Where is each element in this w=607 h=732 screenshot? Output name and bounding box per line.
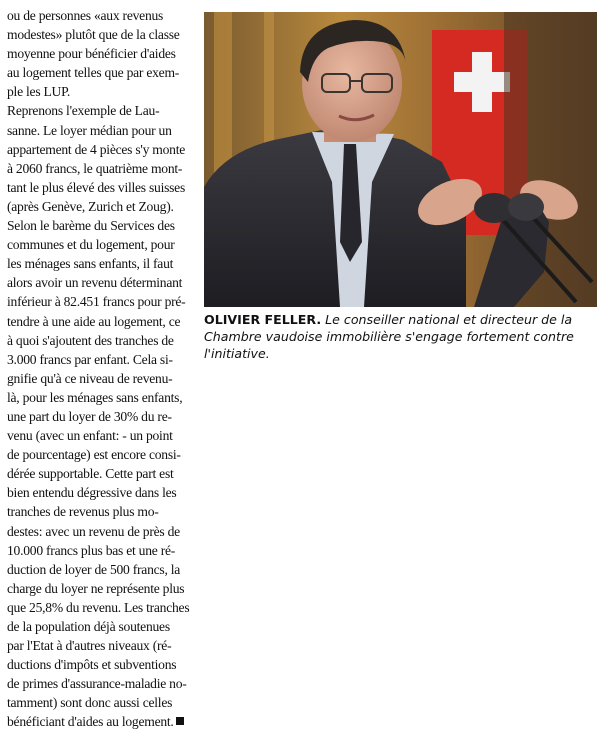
article-line: tamment) sont donc aussi celles <box>7 695 173 711</box>
photo-illustration <box>204 12 597 307</box>
article-line: Reprenons l'exemple de Lau- <box>7 103 160 119</box>
article-line: (après Genève, Zurich et Zoug). <box>7 198 174 214</box>
photo-caption <box>204 311 600 362</box>
article-line: tranches de revenus plus mo- <box>7 504 159 520</box>
microphone-icon <box>474 193 514 223</box>
article-line: là, pour les ménages sans enfants, <box>7 389 183 405</box>
caption-name: OLIVIER FELLER. <box>204 312 322 327</box>
article-line: à quoi s'ajoutent des tranches de <box>7 332 174 348</box>
article-line: de primes d'assurance-maladie no- <box>7 676 187 692</box>
article-line: venu (avec un enfant: - un point <box>7 428 173 444</box>
article-line: Selon le barème du Services des <box>7 218 175 234</box>
article-line: modestes» plutôt que de la classe <box>7 27 180 43</box>
article-line: duction de loyer de 500 francs, la <box>7 561 181 577</box>
article-line: destes: avec un revenu de près de <box>7 523 180 539</box>
article-column <box>7 6 197 732</box>
end-of-article-square <box>176 717 184 725</box>
swiss-flag-cross <box>454 72 510 92</box>
article-line: une part du loyer de 30% du re- <box>7 408 172 424</box>
article-line: communes et du logement, pour <box>7 237 175 253</box>
article-line: charge du loyer ne représente plus <box>7 580 185 596</box>
article-line: de la population déjà soutenues <box>7 619 170 634</box>
article-line: 10.000 francs plus bas et une ré- <box>7 542 176 558</box>
article-line: moyenne pour bénéficier d'aides <box>7 46 176 62</box>
caption-text: Le conseiller national et directeur de la Chambre vaudoise immobilière s'engage fortement contre l'initiative. <box>204 312 574 361</box>
article-line: inférieur à 82.451 francs pour pré- <box>7 294 186 310</box>
article-line-last <box>7 712 197 731</box>
article-line: sanne. Le loyer médian pour un <box>7 122 172 138</box>
article-line: que 25,8% du revenu. Les tranches <box>7 599 190 615</box>
article-line: tant le plus élevé des villes suisses <box>7 179 186 195</box>
article-line: les ménages sans enfants, il faut <box>7 256 174 272</box>
article-line: à 2060 francs, le quatrième mont- <box>7 160 183 176</box>
article-line: 3.000 francs par enfant. Cela si- <box>7 351 173 367</box>
article-line: par l'Etat à d'autres niveaux (ré- <box>7 638 172 654</box>
article-line: de pourcentage) est encore consi- <box>7 447 181 463</box>
article-photo <box>204 12 597 307</box>
article-line: bien entendu dégressive dans les <box>7 485 177 501</box>
microphone-icon <box>508 193 544 221</box>
article-line: au logement telles que par exem- <box>7 65 180 81</box>
article-line: appartement de 4 pièces s'y monte <box>7 141 186 157</box>
article-line: ple les LUP. <box>7 84 71 100</box>
article-line: ou de personnes «aux revenus <box>7 8 164 23</box>
article-line: ductions d'impôts et subventions <box>7 657 177 673</box>
article-line: alors avoir un revenu déterminant <box>7 275 183 291</box>
article-line: tendre à une aide au logement, ce <box>7 313 181 329</box>
article-line: gnifie qu'à ce niveau de revenu- <box>7 370 173 386</box>
article-line-last-text: bénéficiant d'aides au logement. <box>7 714 174 730</box>
article-line: dérée supportable. Cette part est <box>7 466 174 482</box>
